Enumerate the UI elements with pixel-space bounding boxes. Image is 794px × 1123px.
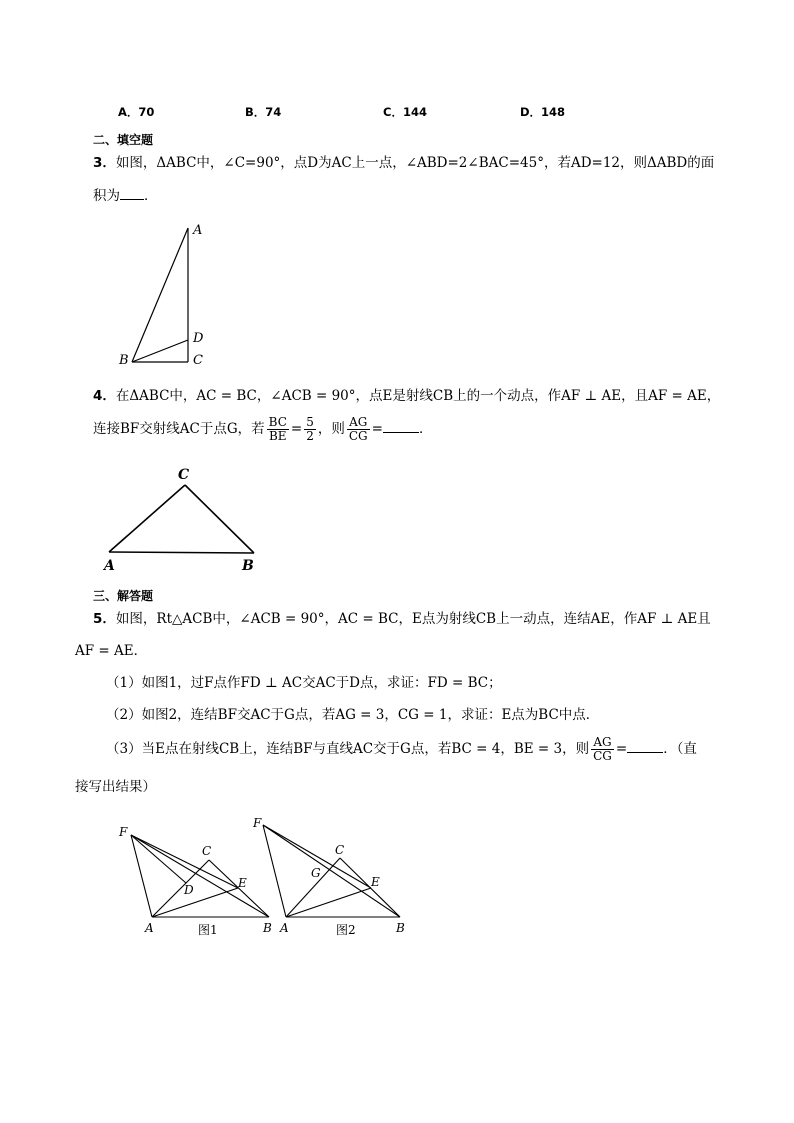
q3-label-a: A [193, 223, 203, 238]
q4-label-c: C [178, 467, 190, 483]
q4-line1 [93, 390, 720, 404]
q4-text-line2-pre: 连接BF交射线AC于点G，若 [93, 421, 265, 438]
q3-answer-blank [120, 199, 144, 200]
q4-frac1-num: BC [268, 415, 287, 429]
q3-line1 [93, 157, 714, 171]
q4-frac1-den: BE [268, 429, 287, 444]
fig1-label-e: E [238, 876, 247, 890]
q4-frac3-num: AG [347, 416, 370, 430]
q5-part3-post: ．（直 [663, 741, 697, 758]
q5-part3 [106, 736, 697, 763]
q5-part1: （1）如图1，过F点作FD ⊥ AC交AC于D点，求证：FD = BC； [106, 675, 502, 691]
choice-d: D．148 [520, 105, 566, 119]
q4-label-b: B [242, 558, 254, 574]
q3-segment-ab [132, 228, 188, 362]
fig1-segment-ae [152, 888, 238, 917]
fig1-label-b: B [263, 921, 272, 935]
fig1-segment-fe [131, 835, 238, 888]
q3-label-c: C [193, 353, 203, 368]
q5-line1 [93, 613, 711, 627]
q3-text-line1: 如图，ΔABC中，∠C=90°，点D为AC上一点，∠ABD=2∠BAC=45°，若AD=12，则ΔABD的面 [115, 155, 715, 171]
q3-line2 [93, 190, 158, 204]
fig1-label-d: D [184, 883, 194, 897]
q4-number: 4． [93, 388, 116, 404]
fig2-caption: 图2 [336, 923, 356, 937]
q3-text-line2: 积为 [93, 188, 120, 204]
q4-fraction-5-2 [304, 416, 316, 443]
q3-period: ． [144, 188, 158, 204]
q4-segment-cb [185, 485, 254, 553]
q4-figure [98, 462, 273, 577]
q4-text-line1: 在ΔABC中，AC = BC，∠ACB = 90°，点E是射线CB上的一个动点，作AF ⊥ AE，且AF = AE， [115, 388, 721, 404]
fig1-segment-fd [131, 835, 186, 883]
q5-answer-blank [627, 752, 663, 753]
q5-text-line2: AF = AE． [75, 643, 148, 659]
q5-part3-line2: 接写出结果） [75, 779, 156, 795]
q3-number: 3． [93, 155, 116, 171]
choice-a: A．70 [118, 105, 155, 119]
choice-b: B．74 [245, 105, 282, 119]
q3-label-b: B [119, 353, 129, 368]
q4-text-line2-mid: ，则 [317, 421, 345, 438]
q4-fraction-bc-be [267, 416, 289, 443]
q5-part3-pre: （3）当E点在射线CB上，连结BF与直线AC交于G点，若BC = 4，BE = 3，则 [106, 741, 590, 758]
fig2-label-g: G [311, 866, 321, 880]
q3-label-d: D [193, 331, 204, 346]
q5-text-line1: 如图，Rt△ACB中，∠ACB = 90°，AC = BC，E点为射线CB上一动点，连结AE，作AF ⊥ AE且 [115, 611, 711, 627]
q4-frac2-num: 5 [306, 415, 314, 429]
fig1-label-a: A [145, 921, 154, 935]
choice-c: C．144 [383, 105, 427, 119]
q4-equals-1: = [290, 421, 303, 438]
fig2-label-b: B [396, 921, 405, 935]
q4-fraction-ag-cg [347, 416, 370, 443]
fig2-label-f: F [253, 816, 262, 830]
fig1-label-f: F [119, 825, 128, 839]
q4-segment-ab [109, 552, 254, 553]
q4-segment-ac [109, 485, 185, 552]
q5-number: 5． [93, 611, 116, 627]
q4-period: ． [418, 421, 433, 438]
q4-line2 [93, 416, 432, 443]
q5-frac-num: AG [591, 736, 614, 750]
fig2-segment-fa [263, 825, 286, 917]
fig1-segment-fa [131, 835, 152, 917]
q5-part2: （2）如图2，连结BF交AC于G点，若AG = 3，CG = 1，求证：E点为BC中点． [106, 707, 600, 723]
section-heading-answer: 三、解答题 [93, 589, 154, 603]
q5-equals: = [615, 741, 628, 758]
fig1-segment-ac [152, 860, 209, 917]
q5-frac-den: CG [593, 749, 612, 764]
q4-answer-blank [383, 432, 419, 433]
fig1-caption: 图1 [198, 923, 218, 937]
q5-fraction-ag-cg [591, 736, 614, 763]
q4-label-a: A [104, 558, 115, 574]
fig2-label-e: E [371, 875, 380, 889]
q5-figure-2 [248, 810, 418, 945]
fig1-label-c: C [202, 844, 212, 858]
section-heading-fill-in: 二、填空题 [93, 133, 154, 147]
fig2-label-a: A [280, 921, 289, 935]
fig2-segment-fb [263, 825, 400, 917]
q3-figure [110, 218, 220, 373]
fig2-label-c: C [335, 843, 345, 857]
q4-frac2-den: 2 [306, 429, 314, 444]
q4-frac3-den: CG [348, 429, 368, 444]
q4-equals-2: = [371, 421, 383, 438]
